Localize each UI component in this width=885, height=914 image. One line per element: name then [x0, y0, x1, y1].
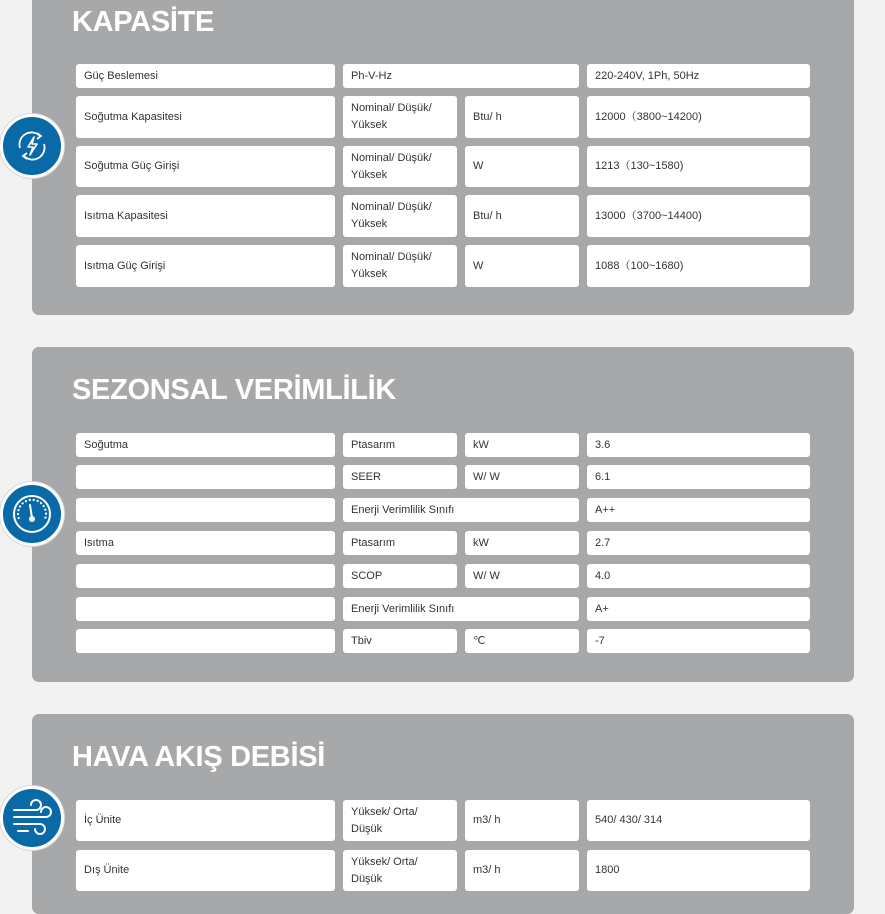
row-label	[76, 465, 335, 489]
row-label	[76, 564, 335, 588]
row-unit: W	[465, 245, 579, 287]
row-unit: kW	[465, 531, 579, 555]
row-unit: Btu/ h	[465, 195, 579, 237]
row-label: Dış Ünite	[76, 850, 335, 891]
airflow-icon	[0, 786, 64, 850]
row-value: 2.7	[587, 531, 810, 555]
row-condition: Nominal/ Düşük/ Yüksek	[343, 146, 457, 187]
row-value: A+	[587, 597, 810, 621]
row-value: 13000（3700~14400)	[587, 195, 810, 237]
row-condition: Nominal/ Düşük/ Yüksek	[343, 96, 457, 138]
row-value: 1800	[587, 850, 810, 891]
row-label: Isıtma Kapasitesi	[76, 195, 335, 237]
row-value: 6.1	[587, 465, 810, 489]
row-unit: ℃	[465, 629, 579, 653]
row-condition: Ph-V-Hz	[343, 64, 579, 88]
row-value: -7	[587, 629, 810, 653]
row-value: 12000（3800~14200)	[587, 96, 810, 138]
row-label: Soğutma Güç Girişi	[76, 146, 335, 187]
row-condition: Ptasarım	[343, 433, 457, 457]
row-value: 4.0	[587, 564, 810, 588]
row-value: 1213（130~1580)	[587, 146, 810, 187]
row-value: 1088（100~1680)	[587, 245, 810, 287]
section-title: SEZONSAL VERİMLİLİK	[72, 374, 397, 406]
row-label: Isıtma Güç Girişi	[76, 245, 335, 287]
row-label: Soğutma	[76, 433, 335, 457]
row-condition: Ptasarım	[343, 531, 457, 555]
section-title: KAPASİTE	[72, 6, 215, 38]
row-value: 220-240V, 1Ph, 50Hz	[587, 64, 810, 88]
row-condition: Enerji Verimlilik Sınıfı	[343, 498, 579, 522]
row-label	[76, 498, 335, 522]
row-label: Güç Beslemesi	[76, 64, 335, 88]
row-condition: SEER	[343, 465, 457, 489]
row-condition: Yüksek/ Orta/ Düşük	[343, 850, 457, 891]
row-condition: Tbiv	[343, 629, 457, 653]
row-label: Isıtma	[76, 531, 335, 555]
row-label	[76, 629, 335, 653]
row-label	[76, 597, 335, 621]
row-unit: m3/ h	[465, 850, 579, 891]
row-condition: Yüksek/ Orta/ Düşük	[343, 800, 457, 841]
gauge-icon	[0, 482, 64, 546]
row-label: Soğutma Kapasitesi	[76, 96, 335, 138]
row-value: 540/ 430/ 314	[587, 800, 810, 841]
row-label: İç Ünite	[76, 800, 335, 841]
row-value: A++	[587, 498, 810, 522]
row-condition: Nominal/ Düşük/ Yüksek	[343, 195, 457, 237]
row-condition: SCOP	[343, 564, 457, 588]
row-unit: kW	[465, 433, 579, 457]
row-value: 3.6	[587, 433, 810, 457]
section-title: HAVA AKIŞ DEBİSİ	[72, 741, 325, 773]
row-unit: W/ W	[465, 465, 579, 489]
row-unit: Btu/ h	[465, 96, 579, 138]
row-condition: Enerji Verimlilik Sınıfı	[343, 597, 579, 621]
row-unit: W	[465, 146, 579, 187]
row-condition: Nominal/ Düşük/ Yüksek	[343, 245, 457, 287]
row-unit: m3/ h	[465, 800, 579, 841]
energy-cycle-icon	[0, 114, 64, 178]
row-unit: W/ W	[465, 564, 579, 588]
